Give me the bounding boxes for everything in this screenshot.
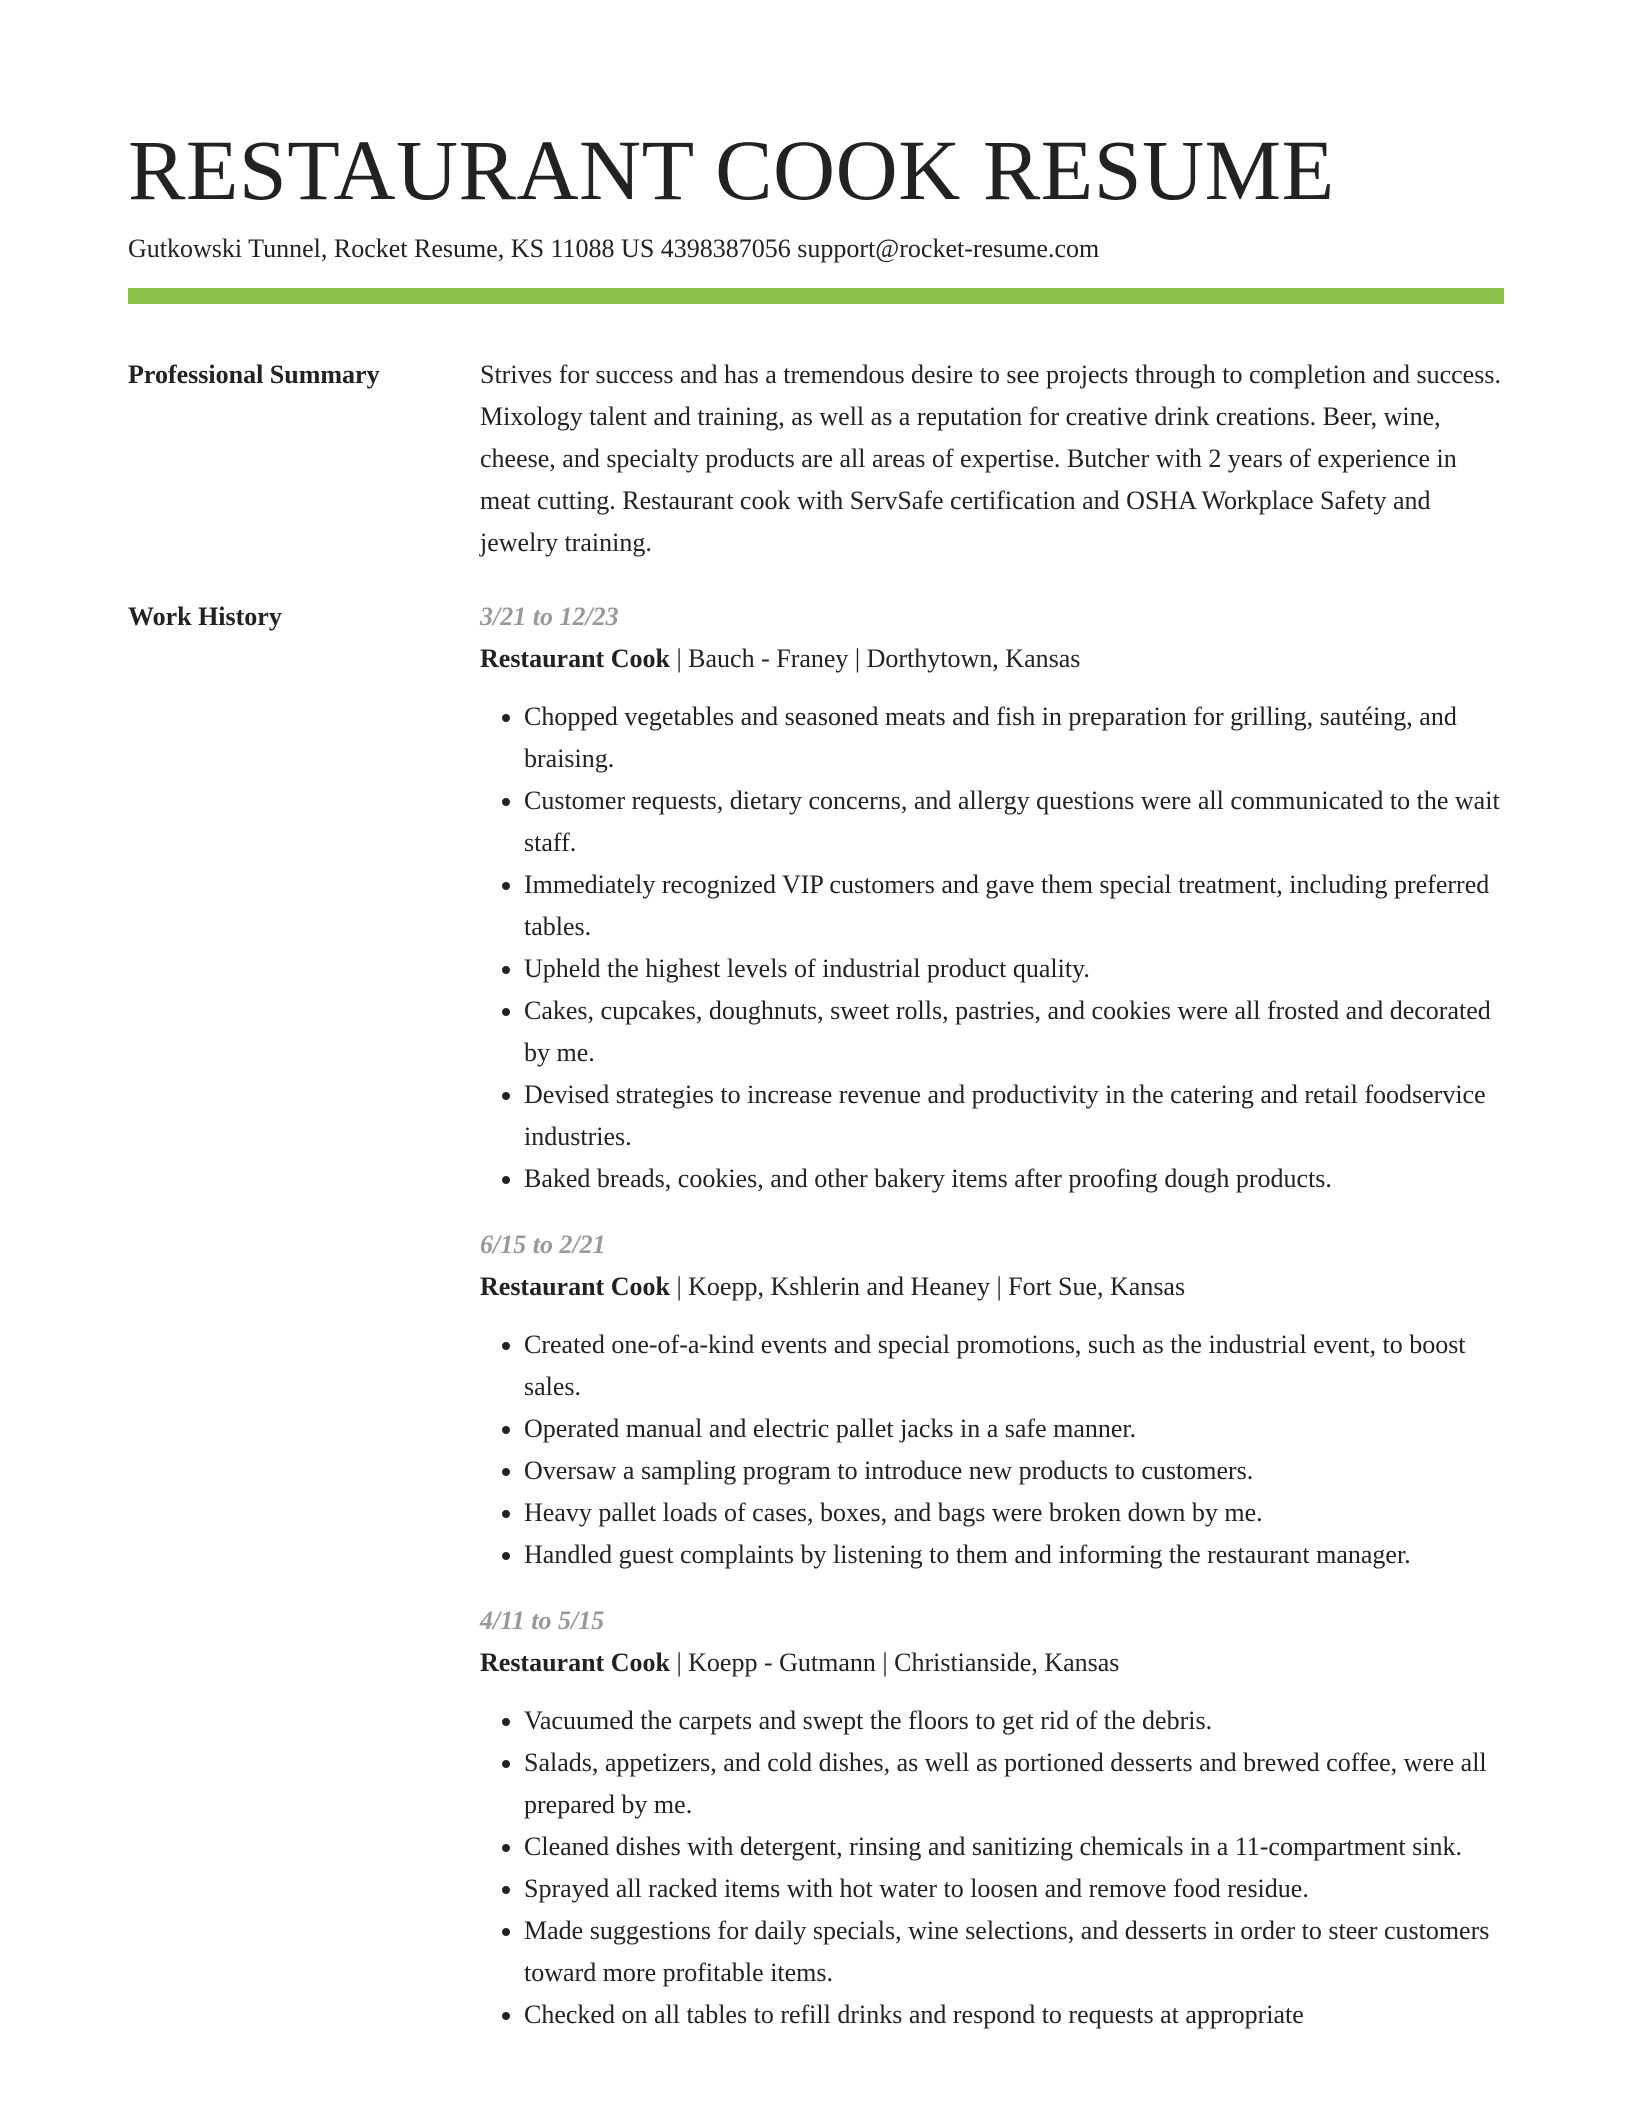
job-bullet: • Cleaned dishes with detergent, rinsing and sanitizing chemicals in a 11-compartment sink. [524,1826,1504,1868]
job-title: Restaurant Cook [480,1648,670,1677]
job-entry [480,596,1504,1200]
job-dates: 3/21 to 12/23 [480,602,619,631]
job-entry [480,1224,1504,1576]
work-history-section [128,596,1504,2060]
job-entry [480,1600,1504,2036]
contact-line: Gutkowski Tunnel, Rocket Resume, KS 11088 US 4398387056 support@rocket-resume.com [128,234,1100,263]
job-bullet: • Oversaw a sampling program to introduce new products to customers. [524,1450,1504,1492]
job-dates: 4/11 to 5/15 [480,1606,605,1635]
job-bullet: • Sprayed all racked items with hot water to loosen and remove food residue. [524,1868,1504,1910]
job-dates: 6/15 to 2/21 [480,1230,606,1259]
job-title: Restaurant Cook [480,1272,670,1301]
job-bullet: • Baked breads, cookies, and other bakery items after proofing dough products. [524,1158,1504,1200]
job-bullet: • Upheld the highest levels of industrial product quality. [524,948,1504,990]
summary-text: Strives for success and has a tremendous desire to see projects through to completion and success. Mixology talent and training, as well as a reputation for creative drink creations. Beer, wine, cheese, and specialty products are all areas of expertise. Butcher with 2 years of experience in meat cutting. Restaurant cook with ServSafe certification and OSHA Workplace Safety and jewelry training. [480,360,1501,557]
summary-section [128,354,1504,564]
accent-divider [128,288,1504,304]
job-bullet: • Immediately recognized VIP customers and gave them special treatment, including preferred tables. [524,864,1504,948]
summary-heading: Professional Summary [128,360,380,389]
job-employer-location: | Bauch - Franey | Dorthytown, Kansas [669,644,1081,673]
job-title: Restaurant Cook [480,644,670,673]
resume-title: RESTAURANT COOK RESUME [128,122,1335,218]
job-bullet: • Created one-of-a-kind events and special promotions, such as the industrial event, to boost sales. [524,1324,1504,1408]
job-bullet: • Checked on all tables to refill drinks and respond to requests at appropriate [524,1994,1504,2036]
job-bullet: • Handled guest complaints by listening to them and informing the restaurant manager. [524,1534,1504,1576]
resume-page [128,0,1504,2060]
job-bullet: • Salads, appetizers, and cold dishes, as well as portioned desserts and brewed coffee, were all prepared by me. [524,1742,1504,1826]
job-heading [480,1642,1504,1684]
job-bullet: • Customer requests, dietary concerns, and allergy questions were all communicated to the wait staff. [524,780,1504,864]
job-bullet: • Devised strategies to increase revenue and productivity in the catering and retail foodservice industries. [524,1074,1504,1158]
job-employer-location: | Koepp, Kshlerin and Heaney | Fort Sue, Kansas [669,1272,1186,1301]
job-bullet: • Chopped vegetables and seasoned meats and fish in preparation for grilling, sautéing, and braising. [524,696,1504,780]
job-bullets [480,696,1504,1200]
job-list-container [480,596,1504,2060]
job-bullet: • Made suggestions for daily specials, wine selections, and desserts in order to steer customers toward more profitable items. [524,1910,1504,1994]
job-bullet: • Heavy pallet loads of cases, boxes, and bags were broken down by me. [524,1492,1504,1534]
job-employer-location: | Koepp - Gutmann | Christianside, Kansas [669,1648,1120,1677]
job-heading [480,638,1504,680]
job-bullet: • Cakes, cupcakes, doughnuts, sweet rolls, pastries, and cookies were all frosted and decorated by me. [524,990,1504,1074]
job-bullet: • Vacuumed the carpets and swept the floors to get rid of the debris. [524,1700,1504,1742]
job-heading [480,1266,1504,1308]
work-history-heading: Work History [128,602,282,631]
job-bullets [480,1324,1504,1576]
job-bullets [480,1700,1504,2036]
job-bullet: • Operated manual and electric pallet jacks in a safe manner. [524,1408,1504,1450]
